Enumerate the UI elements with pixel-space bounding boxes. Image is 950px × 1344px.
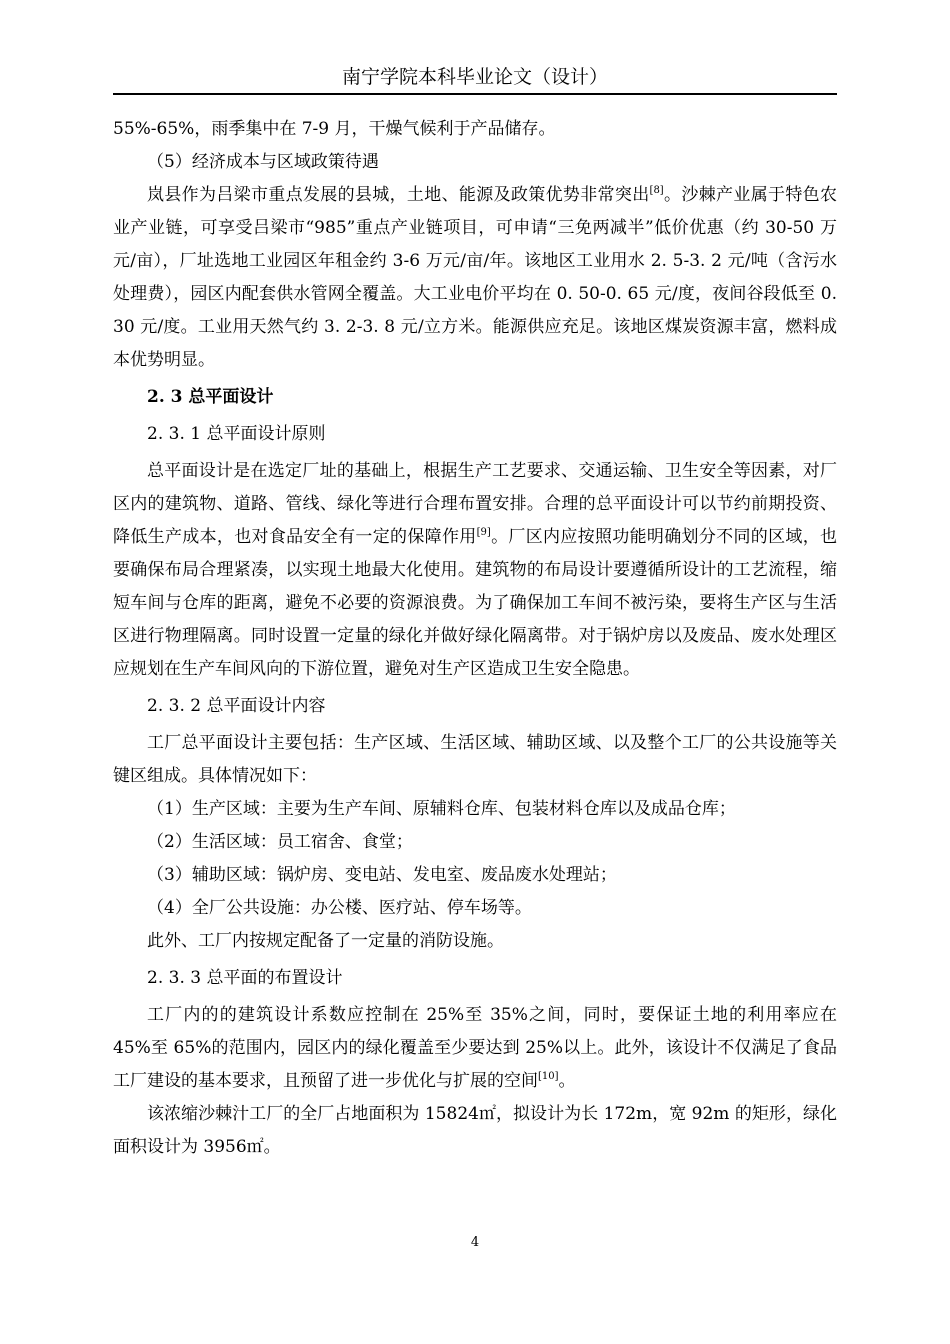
paragraph-layout-content: 工厂总平面设计主要包括：生产区域、生活区域、辅助区域、以及整个工厂的公共设施等关键区组成。具体情况如下： <box>113 733 837 786</box>
page-body <box>113 113 837 1164</box>
page-number: 4 <box>470 1235 480 1250</box>
paragraph-text: 。 <box>558 1071 576 1091</box>
list-item: （3）辅助区域：锅炉房、变电站、发电室、废品废水处理站； <box>147 865 617 885</box>
citation-ref: [10] <box>538 1071 559 1082</box>
paragraph-site-area: 该浓缩沙棘汁工厂的全厂占地面积为 15824㎡，拟设计为长 172m，宽 92m 的矩形，绿化面积设计为 3956㎡。 <box>113 1104 837 1157</box>
paragraph-economic-policy <box>113 179 837 377</box>
paragraph-text: 。厂区内应按照功能明确划分不同的区域，也要确保布局合理紧凑，以实现土地最大化使用。建筑物的布局设计要遵循所设计的工艺流程，缩短车间与仓库的距离，避免不必要的资源浪费。为了确保加工车间不被污染，要将生产区与生活区进行物理隔离。同时设置一定量的绿化并做好绿化隔离带。对于锅炉房以及废品、废水处理区应规划在生产车间风向的下游位置，避免对生产区造成卫生安全隐患。 <box>113 527 838 679</box>
paragraph-text: 总平面设计是在选定厂址的基础上，根据生产工艺要求、交通运输、卫生安全等因素，对厂区内的建筑物、道路、管线、绿化等进行合理布置安排。合理的总平面设计可以节约前期投资、降低生产成本，也对食品安全有一定的保障作用 <box>113 461 837 547</box>
citation-ref: [9] <box>476 527 491 538</box>
citation-ref: [8] <box>649 185 664 196</box>
subsection-heading-2-3-3: 2. 3. 3 总平面的布置设计 <box>147 968 343 988</box>
paragraph-fire-facilities: 此外、工厂内按规定配备了一定量的消防设施。 <box>147 931 504 951</box>
paragraph-text: 岚县作为吕梁市重点发展的县城，土地、能源及政策优势非常突出 <box>147 185 650 205</box>
subsection-heading-2-3-2: 2. 3. 2 总平面设计内容 <box>147 696 326 716</box>
header-divider <box>113 93 837 95</box>
page-header-title: 南宁学院本科毕业论文（设计） <box>341 66 608 88</box>
paragraph-item-5-title: （5）经济成本与区域政策待遇 <box>147 152 379 172</box>
section-heading-2-3: 2. 3 总平面设计 <box>147 387 274 407</box>
list-item: （4）全厂公共设施：办公楼、医疗站、停车场等。 <box>147 898 532 918</box>
paragraph-layout-principles <box>113 455 837 686</box>
paragraph-text: 工厂内的的建筑设计系数应控制在 25%至 35%之间，同时，要保证土地的利用率应在 45%至 65%的范围内，园区内的绿化覆盖至少要达到 25%以上。此外，该设计不仅满足了食品工厂建设的基本要求，且预留了进一步优化与扩展的空间 <box>113 1005 837 1091</box>
list-item: （2）生活区域：员工宿舍、食堂； <box>147 832 413 852</box>
paragraph-layout-design <box>113 999 837 1098</box>
paragraph-text: 。沙棘产业属于特色农业产业链，可享受吕梁市“985”重点产业链项目，可申请“三免两减半”低价优惠（约 30-50 万元/亩），厂址选地工业园区年租金约 3-6 万元/亩/年。该地区工业用水 2. 5-3. 2 元/吨（含污水处理费），园区内配套供水管网全覆盖。大工业电价平均在 0. 50-0. 65 元/度，夜间谷段低至 0. 30 元/度。工业用天然气约 3. 2-3. 8 元/立方米。能源供应充足。该地区煤炭资源丰富，燃料成本优势明显。 <box>113 185 838 370</box>
list-item: （1）生产区域：主要为生产车间、原辅料仓库、包装材料仓库以及成品仓库； <box>147 799 736 819</box>
subsection-heading-2-3-1: 2. 3. 1 总平面设计原则 <box>147 424 326 444</box>
paragraph-climate-continuation: 55%-65%，雨季集中在 7-9 月，干燥气候利于产品储存。 <box>113 119 556 139</box>
